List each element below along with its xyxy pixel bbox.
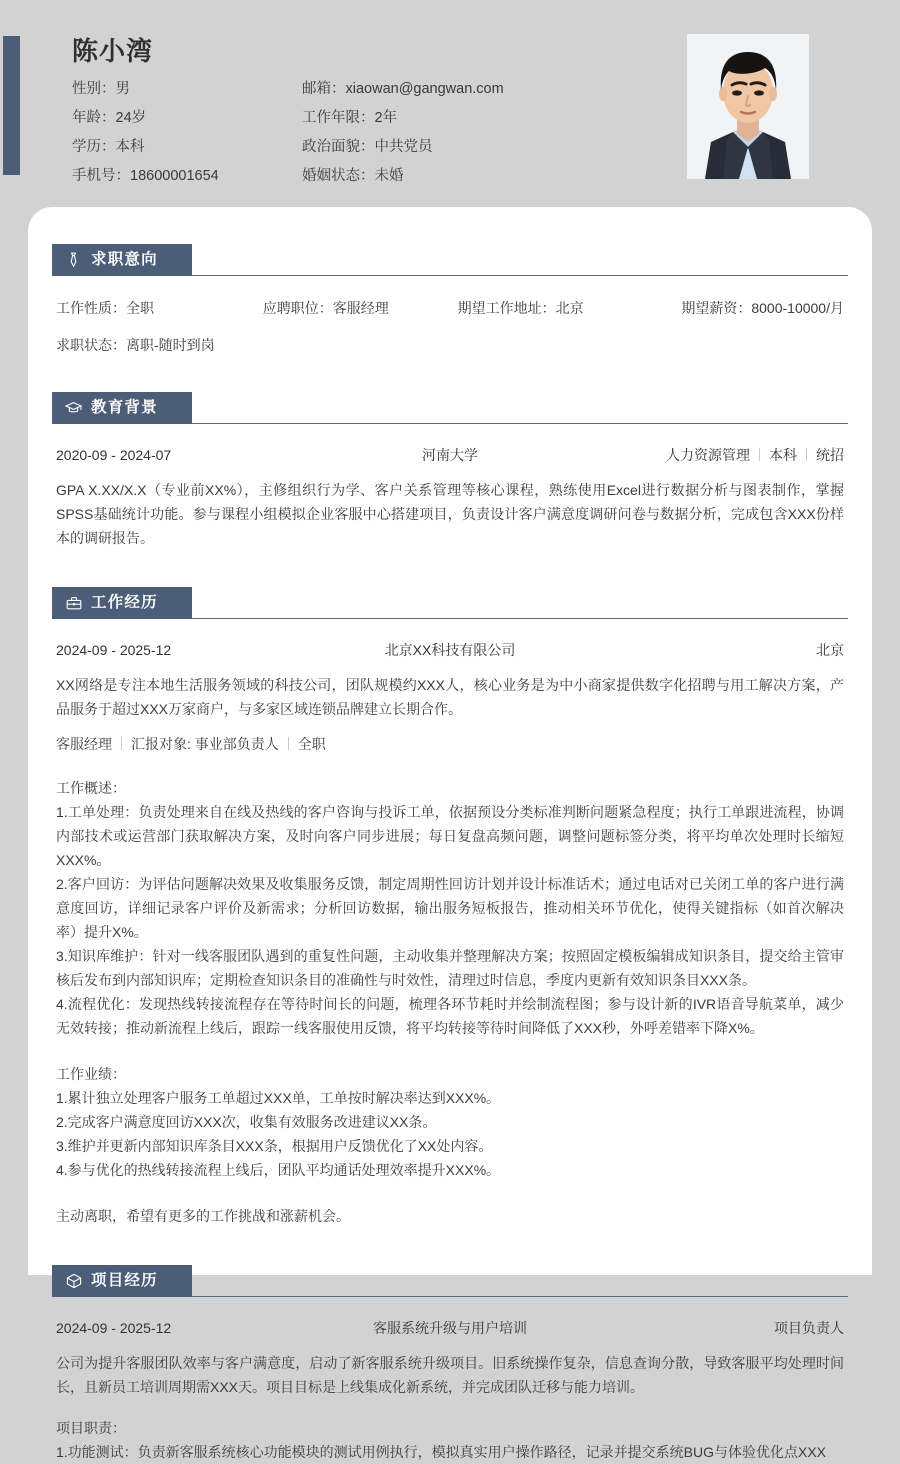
work-overview-title: 工作概述： [56, 780, 126, 796]
field-job-status [56, 335, 844, 355]
field-salary-label: 期望薪资： [681, 300, 752, 316]
work-achievements [56, 1062, 844, 1182]
field-job-status-value: 离职-随时到岗 [126, 337, 215, 353]
education-school: 河南大学 [422, 447, 478, 463]
tag-separator [806, 448, 807, 461]
education-tags [544, 445, 844, 465]
info-age-value: 24岁 [115, 110, 147, 126]
project-date: 2024-09 - 2025-12 [56, 1320, 172, 1336]
tie-icon [65, 252, 82, 269]
info-political-label: 政治面貌： [302, 139, 375, 155]
work-location: 北京 [816, 642, 844, 658]
section-work-experience [52, 587, 848, 1228]
info-degree [72, 137, 302, 157]
section-project-experience [52, 1265, 848, 1464]
work-report-to: 汇报对象: 事业部负责人 [131, 736, 279, 752]
education-date: 2020-09 - 2024-07 [56, 447, 172, 463]
section-tag [52, 1265, 192, 1297]
section-rule [192, 618, 848, 619]
field-job-type-label: 工作性质： [56, 300, 126, 316]
info-experience-label: 工作年限： [302, 110, 375, 126]
info-marital-label: 婚姻状态： [302, 168, 375, 184]
field-location-label: 期望工作地址： [457, 300, 556, 316]
header-accent-bar [3, 36, 20, 175]
section-title: 项目经历 [91, 1272, 158, 1289]
work-achievement-item-1: 1.累计独立处理客户服务工单超过XXX单，工单按时解决率达到XXX%。 [56, 1090, 501, 1106]
section-header-education [52, 392, 848, 424]
work-leave-reason: 主动离职，希望有更多的工作挑战和涨薪机会。 [56, 1208, 350, 1224]
field-salary [681, 298, 844, 318]
section-job-intent [52, 244, 848, 355]
section-rule [192, 275, 848, 276]
info-marital-value: 未婚 [374, 168, 404, 184]
work-company-intro: XX网络是专注本地生活服务领域的科技公司，团队规模约XXX人，核心业务是为中小商家提供数字化招聘与用工解决方案，产品服务于超过XXX万家商户，与多家区域连锁品牌建立长期合作。 [56, 677, 844, 717]
field-job-type [56, 298, 263, 318]
project-entry-head [56, 1318, 844, 1338]
field-job-status-label: 求职状态： [56, 337, 126, 353]
section-title: 求职意向 [91, 251, 158, 268]
cube-icon [65, 1273, 82, 1290]
field-position-value: 客服经理 [332, 300, 389, 316]
info-experience-value: 2年 [374, 110, 398, 126]
info-gender-label: 性别： [72, 81, 116, 97]
field-location-value: 北京 [555, 300, 584, 316]
project-duty-item-1: 1.功能测试：负责新客服系统核心功能模块的测试用例执行，模拟真实用户操作路径，记录并提交系统BUG与体验优化点XXX [56, 1444, 827, 1460]
section-title: 教育背景 [91, 399, 158, 416]
work-overview [56, 776, 844, 1040]
tag-separator [121, 737, 122, 750]
project-duties [56, 1416, 844, 1464]
work-meta-tags [56, 734, 844, 754]
field-job-type-value: 全职 [126, 300, 154, 316]
work-entry-head [56, 640, 844, 660]
work-achievement-item-3: 3.维护并更新内部知识库条目XXX条，根据用户反馈优化了XX处内容。 [56, 1138, 493, 1154]
project-body [52, 1318, 848, 1464]
tag-separator [288, 737, 289, 750]
education-degree: 本科 [769, 447, 797, 463]
section-tag [52, 587, 192, 619]
resume-card [28, 207, 872, 1460]
section-education [52, 392, 848, 550]
section-header-job-intent [52, 244, 848, 276]
project-duty-title: 项目职责： [56, 1420, 126, 1436]
briefcase-icon [65, 595, 82, 612]
project-role: 项目负责人 [774, 1320, 844, 1336]
section-rule [192, 423, 848, 424]
work-overview-item-1: 1.工单处理：负责处理来自在线及热线的客户咨询与投诉工单，依据预设分类标准判断问题紧急程度；执行工单跟进流程，协调内部技术或运营部门获取解决方案，及时向客户同步进展；每日复盘高频问题，调整问题标签分类，将平均单次处理时长缩短XXX%。 [56, 804, 844, 868]
work-date: 2024-09 - 2025-12 [56, 642, 172, 658]
info-phone-label: 手机号： [72, 168, 130, 184]
section-rule [192, 1296, 848, 1297]
work-overview-item-2: 2.客户回访：为评估问题解决效果及收集服务反馈，制定周期性回访计划并设计标准话术；通过电话对已关闭工单的客户进行满意度回访，详细记录客户评价及新需求；分析回访数据，输出服务短板报告，推动相关环节优化，使得关键指标（如首次解决率）提升X%。 [56, 876, 844, 940]
education-admission: 统招 [816, 447, 844, 463]
candidate-photo [687, 34, 809, 179]
graduation-cap-icon [65, 400, 82, 417]
info-phone [72, 166, 302, 186]
candidate-name: 陈小湾 [72, 36, 154, 66]
info-phone-value: 18600001654 [130, 168, 219, 184]
section-tag [52, 392, 192, 424]
info-age-label: 年龄： [72, 110, 116, 126]
work-body [52, 640, 848, 1228]
work-achievement-item-2: 2.完成客户满意度回访XXX次，收集有效服务改进建议XX条。 [56, 1114, 437, 1130]
education-major: 人力资源管理 [666, 447, 750, 463]
work-job-type: 全职 [297, 736, 326, 752]
project-background: 公司为提升客服团队效率与客户满意度，启动了新客服系统升级项目。旧系统操作复杂，信息查询分散，导致客服平均处理时间长，且新员工培训周期需XXX天。项目目标是上线集成化新系统，并完成团队迁移与能力培训。 [56, 1355, 844, 1395]
info-degree-label: 学历： [72, 139, 116, 155]
education-entry-head [56, 445, 844, 465]
work-company: 北京XX科技有限公司 [384, 642, 516, 658]
section-tag [52, 244, 192, 276]
resume-header [0, 0, 900, 207]
field-salary-value: 8000-10000/月 [751, 300, 844, 316]
info-age [72, 108, 302, 128]
info-email-label: 邮箱： [302, 81, 346, 97]
tag-separator [759, 448, 760, 461]
education-description: GPA X.XX/X.X（专业前XX%），主修组织行为学、客户关系管理等核心课程，熟练使用Excel进行数据分析与图表制作，掌握SPSS基础统计功能。参与课程小组模拟企业客服中心搭建项目，负责设计客户满意度调研问卷与数据分析，完成包含XXX份样本的调研报告。 [56, 482, 844, 546]
info-degree-value: 本科 [115, 139, 145, 155]
info-email-value: xiaowan@gangwan.com [345, 81, 504, 97]
field-location [458, 298, 682, 318]
job-intent-body [52, 298, 848, 355]
info-gender-value: 男 [115, 81, 130, 97]
info-political-value: 中共党员 [374, 139, 433, 155]
field-position [263, 298, 458, 318]
job-intent-fields [56, 298, 844, 318]
section-header-project [52, 1265, 848, 1297]
section-title: 工作经历 [91, 594, 158, 611]
work-overview-item-4: 4.流程优化：发现热线转接流程存在等待时间长的问题，梳理各环节耗时并绘制流程图；参与设计新的IVR语音导航菜单，减少无效转接；推动新流程上线后，跟踪一线客服使用反馈，将平均转接等待时间降低了XXX秒，外呼差错率下降X%。 [56, 996, 844, 1036]
work-achievement-item-4: 4.参与优化的热线转接流程上线后，团队平均通话处理效率提升XXX%。 [56, 1162, 501, 1178]
field-position-label: 应聘职位： [262, 300, 333, 316]
section-header-work [52, 587, 848, 619]
project-name: 客服系统升级与用户培训 [373, 1320, 527, 1336]
work-achievement-title: 工作业绩： [56, 1066, 126, 1082]
education-body [52, 445, 848, 550]
work-overview-item-3: 3.知识库维护：针对一线客服团队遇到的重复性问题，主动收集并整理解决方案；按照固定模板编辑成知识条目，提交给主管审核后发布到内部知识库；定期检查知识条目的准确性与时效性，清理过时信息，季度内更新有效知识条目XXX条。 [56, 948, 844, 988]
info-gender [72, 79, 302, 99]
work-role: 客服经理 [56, 736, 112, 752]
